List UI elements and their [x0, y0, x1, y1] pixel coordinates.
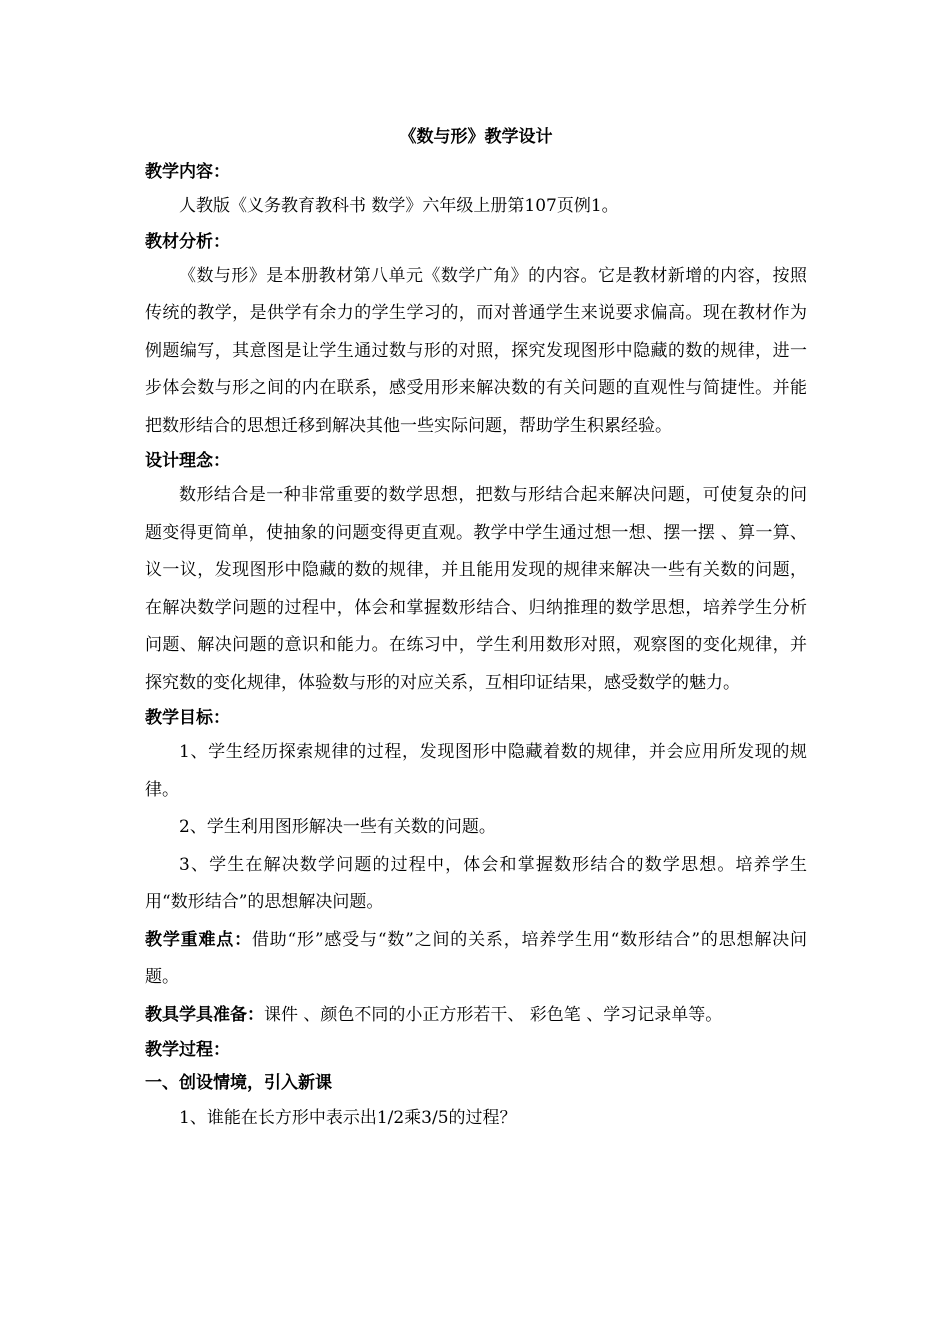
document-title: 《数与形》教学设计 [399, 127, 553, 147]
section-1-heading: 一、创设情境，引入新课 [145, 1073, 332, 1093]
analysis-text: 《数与形》是本册教材第八单元《数学广角》的内容。它是教材新增的内容，按照传统的教学，是供学有余力的学生学习的，而对普通学生来说要求偏高。现在教材作为例题编写，其意图是让学生通过数与形的对照，探究发现图形中隐藏的数的规律，进一步体会数与形之间的内在联系，感受用形来解决数的有关问题的直观性与简捷性。并能把数形结合的思想迁移到解决其他一些实际问题，帮助学生积累经验。 [145, 265, 807, 436]
goal-item-1: 1、学生经历探索规律的过程，发现图形中隐藏着数的规律，并会应用所发现的规律。 [145, 742, 807, 800]
content-text: 人教版《义务教育教科书 数学》六年级上册第107页例1。 [179, 196, 619, 216]
concept-heading: 设计理念： [145, 451, 230, 471]
goals-heading: 教学目标： [145, 708, 230, 728]
section-1-item-1: 1、谁能在长方形中表示出1/2乘3/5的过程？ [179, 1108, 517, 1128]
materials-text: 课件 、颜色不同的小正方形若干、 彩色笔 、学习记录单等。 [264, 1004, 723, 1025]
process-heading: 教学过程： [145, 1040, 230, 1060]
concept-text: 数形结合是一种非常重要的数学思想，把数与形结合起来解决问题，可使复杂的问题变得更简单，使抽象的问题变得更直观。教学中学生通过想一想、摆一摆 、算一算、议一议，发现图形中隐藏的数的规律，并且能用发现的规律来解决一些有关数的问题，在解决数学问题的过程中，体会和掌握数形结合、归纳推理的数学思想，培养学生分析问题、解决问题的意识和能力。在练习中，学生利用数形对照，观察图的变化规律，并探究数的变化规律，体验数与形的对应关系，互相印证结果，感受数学的魅力。 [145, 485, 807, 693]
key-points-label: 教学重难点： [145, 929, 252, 950]
analysis-heading: 教材分析： [145, 231, 230, 252]
materials-label: 教具学具准备： [145, 1004, 264, 1025]
key-points-text: 借助“形”感受与“数”之间的关系，培养学生用“数形结合”的思想解决问题。 [145, 929, 807, 987]
materials-paragraph [145, 997, 807, 1035]
goal-item-3: 3、学生在解决数学问题的过程中，体会和掌握数形结合的数学思想。培养学生用“数形结合”的思想解决问题。 [145, 854, 807, 912]
document-page [145, 122, 807, 1138]
content-heading: 教学内容： [145, 162, 230, 182]
goal-item-2: 2、学生利用图形解决一些有关数的问题。 [179, 817, 496, 837]
key-points-paragraph [145, 922, 807, 997]
